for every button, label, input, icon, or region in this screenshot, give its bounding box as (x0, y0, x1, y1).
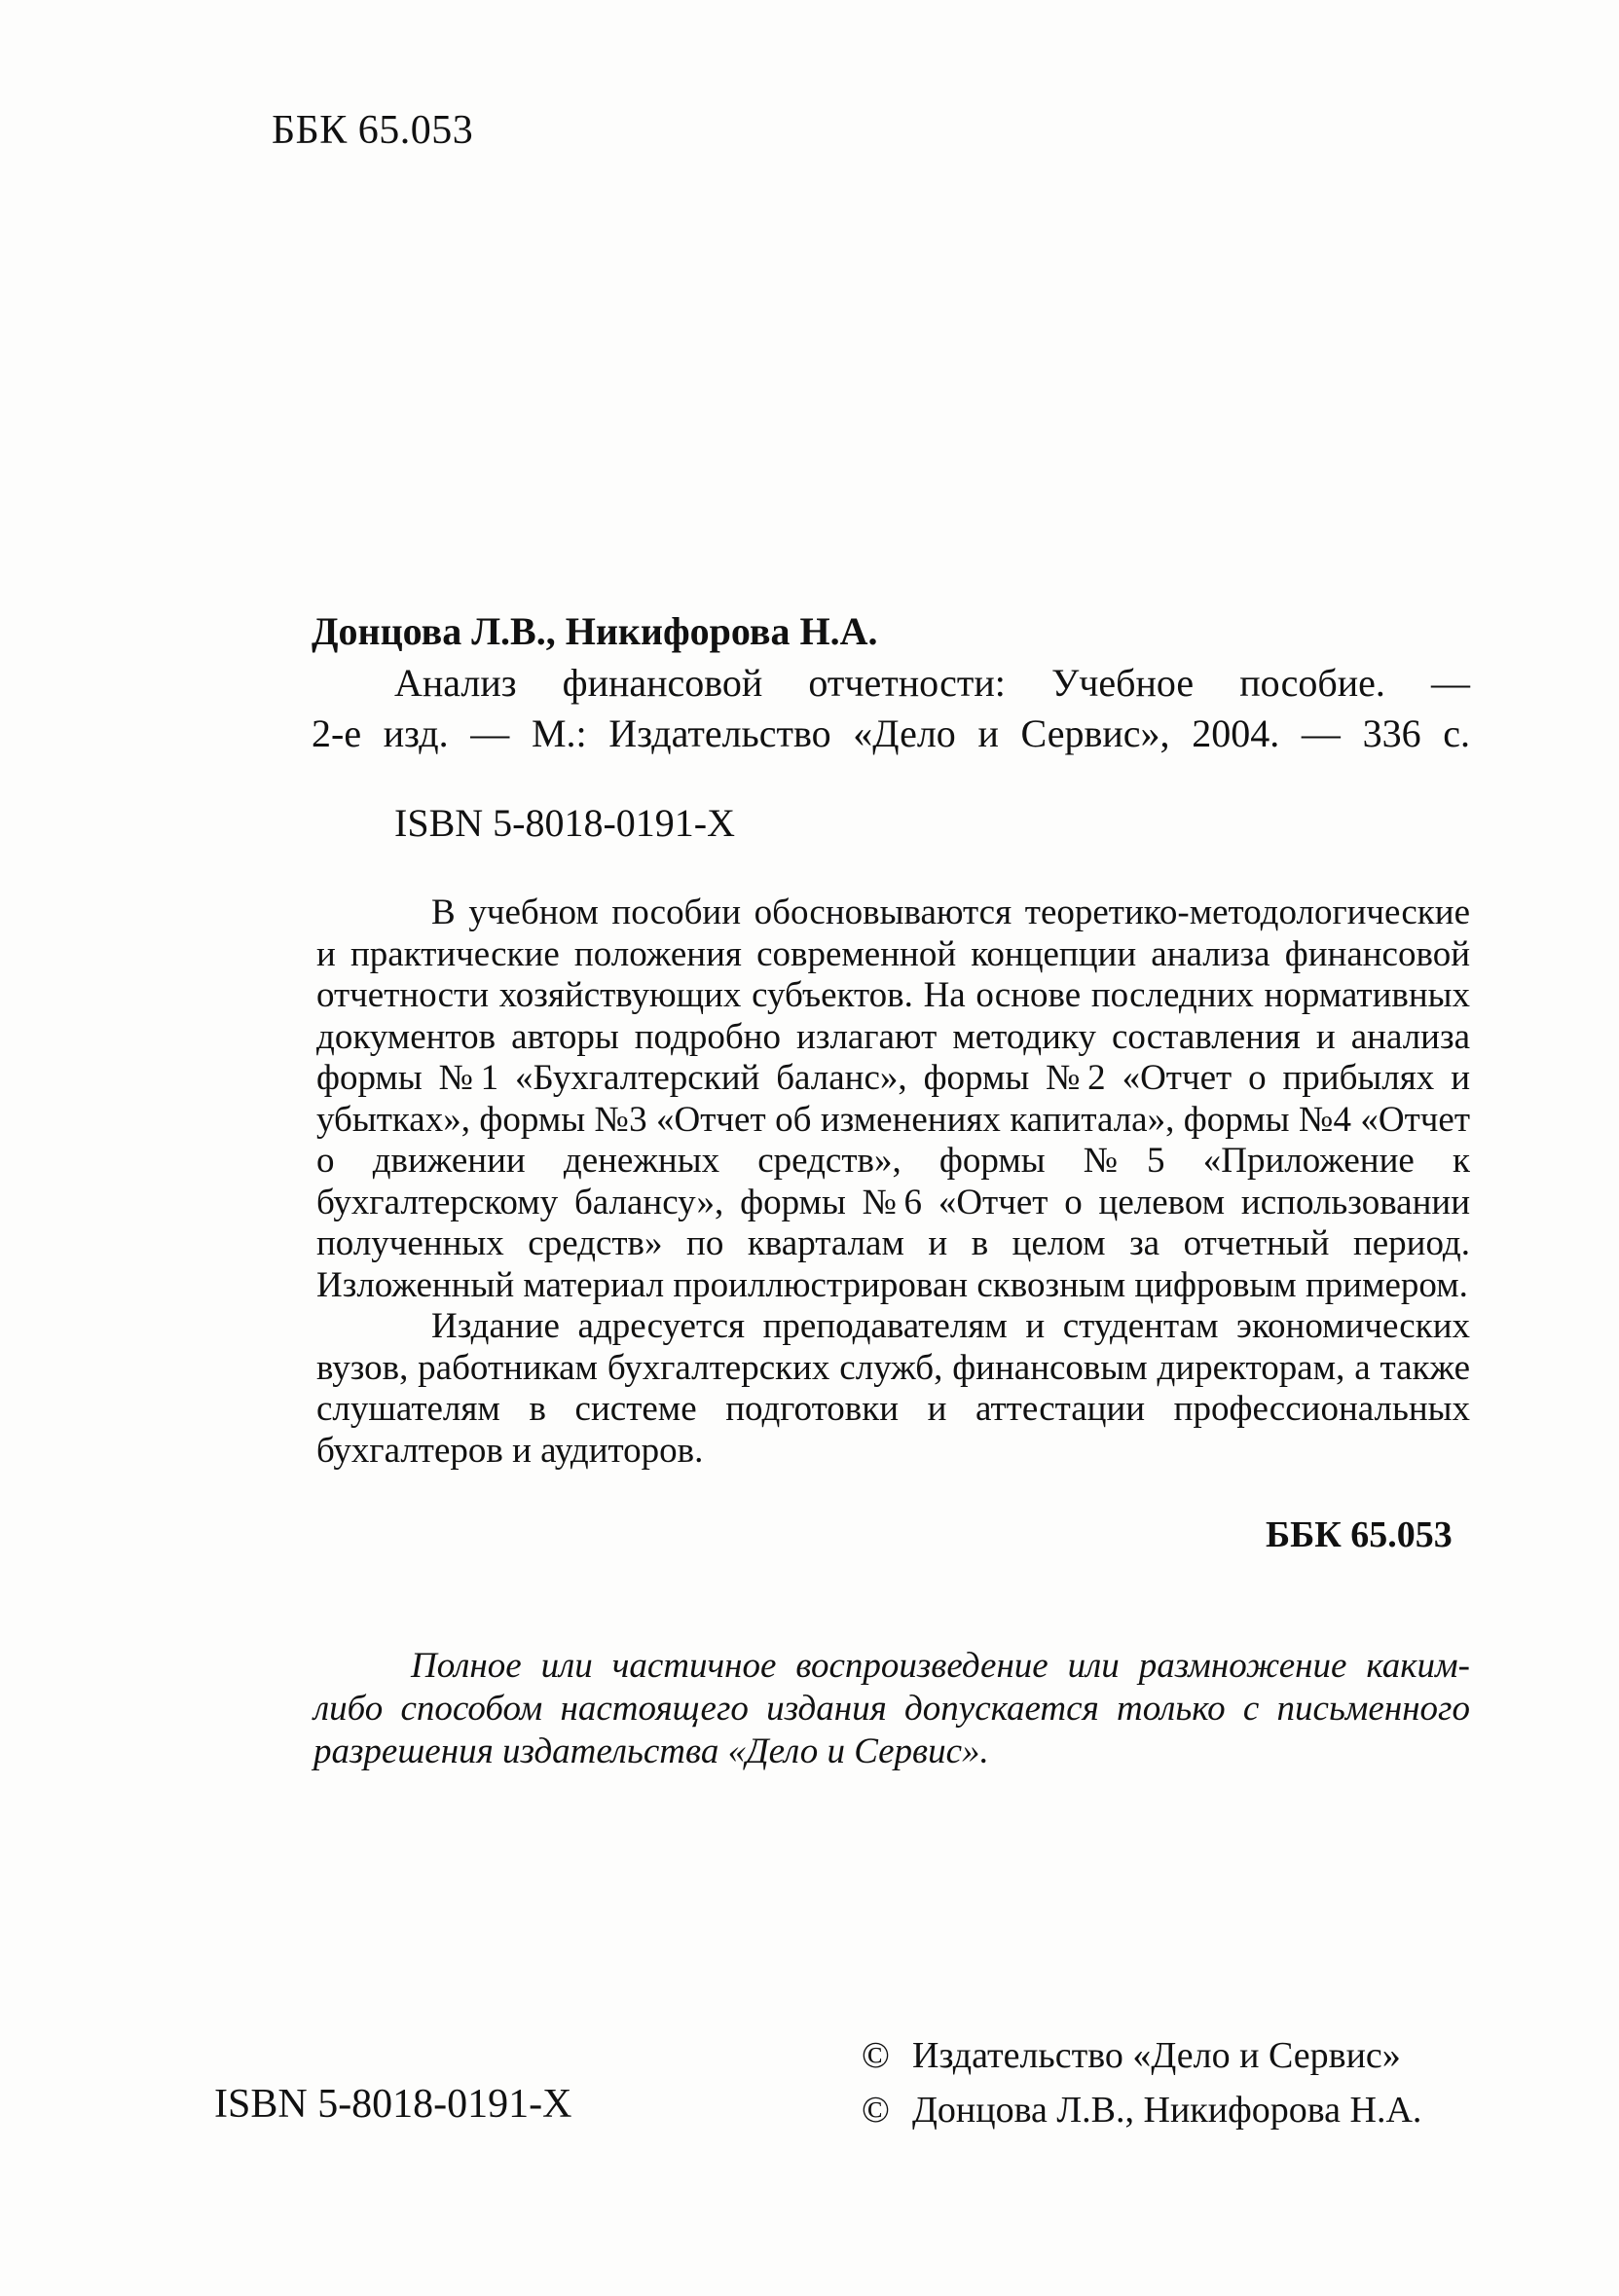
bibliographic-description (312, 658, 1470, 759)
authors-heading: Донцова Л.В., Никифорова Н.А. (312, 609, 878, 653)
reproduction-notice-text: Полное или частичное воспроизведение или размножение каким-либо способом настоящего издания допускается только с письменного разрешения издательства «Дело и Сервис». (313, 1646, 1470, 1771)
abstract-block (316, 893, 1470, 1472)
copyright-authors-line (862, 2083, 1421, 2137)
copyright-block (862, 2028, 1421, 2137)
copyright-publisher: Издательство «Дело и Сервис» (912, 2035, 1401, 2076)
bbk-classification-top: ББК 65.053 (272, 108, 474, 153)
copyright-icon: © (862, 2090, 890, 2131)
bibliographic-title-line: Анализ финансовой отчетности: Учебное пособие. — (394, 661, 1470, 705)
bbk-classification-bottom: ББК 65.053 (1266, 1514, 1453, 1555)
abstract-paragraph-2: Издание адресуется преподавателям и студентам экономических вузов, работникам бухгалтерских служб, финансовым директорам, а также слушателям в системе подготовки и аттестации профессиональных бухгалтеров и аудиторов. (316, 1306, 1470, 1471)
copyright-authors: Донцова Л.В., Никифорова Н.А. (912, 2090, 1422, 2131)
bibliographic-edition-line: 2-е изд. — М.: Издательство «Дело и Сервис», 2004. — 336 с. (312, 711, 1470, 755)
copyright-icon: © (862, 2035, 890, 2076)
reproduction-notice (313, 1645, 1470, 1773)
isbn-footer: ISBN 5-8018-0191-X (214, 2082, 572, 2127)
copyright-publisher-line (862, 2028, 1421, 2083)
abstract-paragraph-1: В учебном пособии обосновываются теоретико-методологические и практические положения современной концепции анализа финансовой отчетности хозяйствующих субъектов. На основе последних нормативных документов авторы подробно излагают методику составления и анализа формы №1 «Бухгалтерский баланс», формы №2 «Отчет о прибылях и убытках», формы №3 «Отчет об изменениях капитала», формы №4 «Отчет о движении денежных средств», формы №5 «Приложение к бухгалтерскому балансу», формы №6 «Отчет о целевом использовании полученных средств» по кварталам и в целом за отчетный период. Изложенный материал проиллюстрирован сквозным цифровым примером. (316, 893, 1470, 1305)
isbn-main: ISBN 5-8018-0191-X (394, 801, 735, 845)
